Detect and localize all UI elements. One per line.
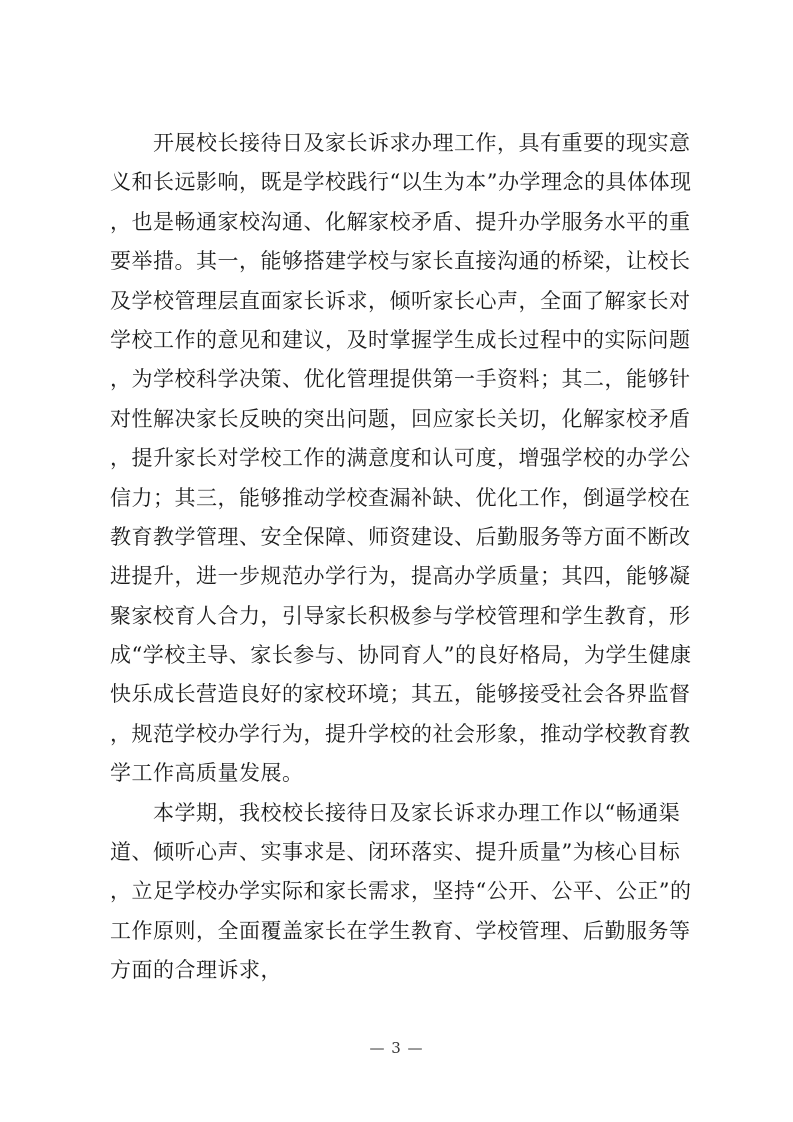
text-line: 信力；其三，能够推动学校查漏补缺、优化工作，倒逼学校在 bbox=[110, 485, 691, 510]
text-line: 进提升，进一步规范办学行为，提高办学质量；其四，能够凝 bbox=[110, 564, 691, 589]
text-line: 工作原则，全面覆盖家长在学生教育、学校管理、后勤服务等 bbox=[110, 918, 691, 943]
page-number: — 3 — bbox=[369, 1039, 424, 1057]
text-line: 学校工作的意见和建议，及时掌握学生成长过程中的实际问题 bbox=[110, 327, 691, 352]
text-line: 义和长远影响，既是学校践行“以生为本”办学理念的具体体现 bbox=[110, 170, 692, 195]
text-line: 及学校管理层直面家长诉求，倾听家长心声，全面了解家长对 bbox=[110, 288, 691, 313]
text-line: 成“学校主导、家长参与、协同育人”的良好格局，为学生健康 bbox=[110, 643, 692, 668]
text-line: ，立足学校办学实际和家长需求，坚持“公开、公平、公正”的 bbox=[110, 879, 692, 904]
text-line: 学工作高质量发展。 bbox=[110, 761, 304, 786]
text-line: 方面的合理诉求， bbox=[110, 958, 282, 983]
text-line: 本学期，我校校长接待日及家长诉求办理工作以“畅通渠 bbox=[110, 800, 681, 825]
text-line: 快乐成长营造良好的家校环境；其五，能够接受社会各界监督 bbox=[110, 682, 691, 707]
text-line: 道、倾听心声、实事求是、闭环落实、提升质量”为核心目标 bbox=[110, 840, 681, 865]
text-line: ，规范学校办学行为，提升学校的社会形象，推动学校教育教 bbox=[110, 721, 691, 746]
text-line: ，为学校科学决策、优化管理提供第一手资料；其二，能够针 bbox=[110, 367, 691, 392]
text-line: 对性解决家长反映的突出问题，回应家长关切，化解家校矛盾 bbox=[110, 406, 691, 431]
text-line: 要举措。其一，能够搭建学校与家长直接沟通的桥梁，让校长 bbox=[110, 249, 691, 274]
text-line: 开展校长接待日及家长诉求办理工作，具有重要的现实意 bbox=[110, 131, 691, 155]
text-line: 教育教学管理、安全保障、师资建设、后勤服务等方面不断改 bbox=[110, 524, 691, 549]
text-line: 聚家校育人合力，引导家长积极参与学校管理和学生教育，形 bbox=[110, 603, 691, 628]
text-line: ，提升家长对学校工作的满意度和认可度，增强学校的办学公 bbox=[110, 446, 691, 471]
body-text bbox=[110, 124, 710, 991]
text-line: ，也是畅通家校沟通、化解家校矛盾、提升办学服务水平的重 bbox=[110, 209, 691, 234]
